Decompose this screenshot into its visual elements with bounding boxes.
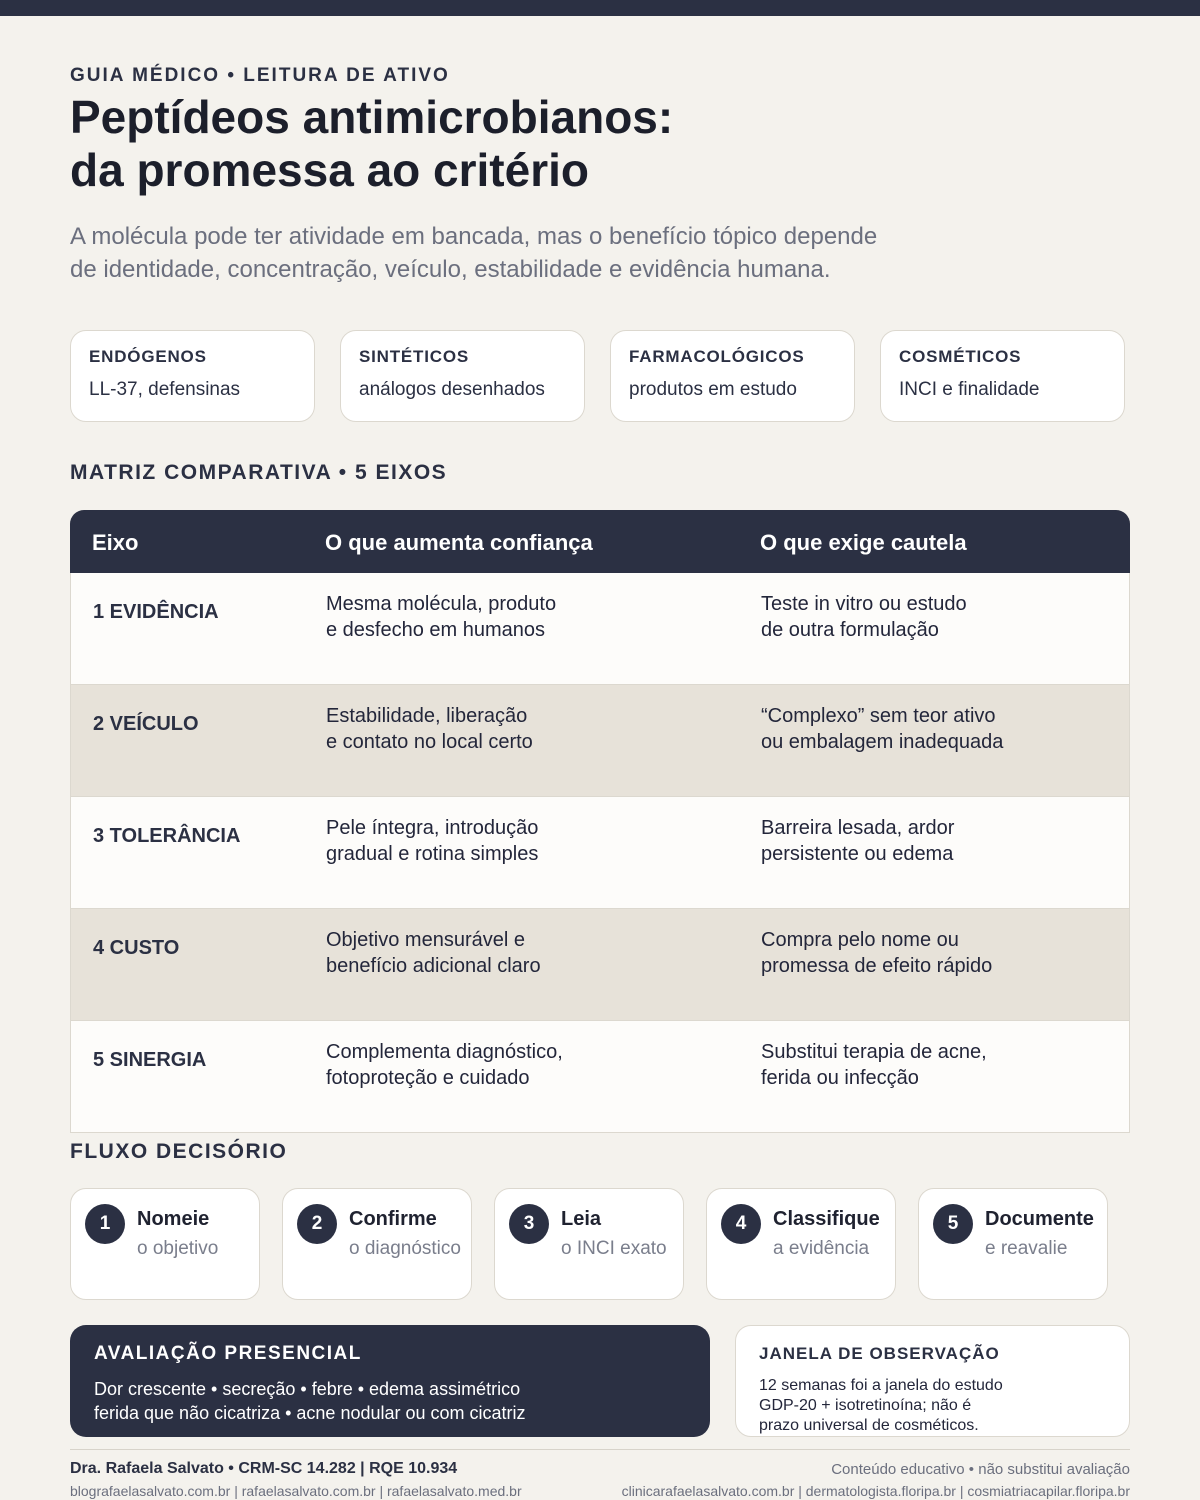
cell-line: benefício adicional claro bbox=[326, 955, 541, 977]
alert-title: AVALIAÇÃO PRESENCIAL bbox=[94, 1343, 362, 1364]
step-title: Documente bbox=[985, 1208, 1094, 1230]
window-text bbox=[759, 1376, 1059, 1436]
category-title: SINTÉTICOS bbox=[359, 347, 470, 366]
step-subtitle: o INCI exato bbox=[561, 1238, 667, 1259]
table-row bbox=[70, 1021, 1130, 1133]
subtitle bbox=[70, 220, 970, 286]
row-axis: 4 CUSTO bbox=[93, 937, 180, 959]
window-line-3: prazo universal de cosméticos. bbox=[759, 1417, 979, 1434]
comparison-matrix bbox=[70, 510, 1130, 1133]
row-confidence bbox=[326, 815, 686, 867]
step-number: 1 bbox=[85, 1204, 125, 1244]
category-card-farmacologicos bbox=[610, 330, 855, 422]
category-card-cosmeticos bbox=[880, 330, 1125, 422]
cell-line: Mesma molécula, produto bbox=[326, 593, 557, 615]
cell-line: fotoproteção e cuidado bbox=[326, 1067, 530, 1089]
step-subtitle: e reavalie bbox=[985, 1238, 1068, 1259]
page-title bbox=[70, 91, 673, 197]
header-caution: O que exige cautela bbox=[760, 530, 967, 555]
window-title: JANELA DE OBSERVAÇÃO bbox=[759, 1344, 1000, 1363]
step-title: Nomeie bbox=[137, 1208, 210, 1230]
row-caution bbox=[761, 815, 1121, 867]
in-person-evaluation-box bbox=[70, 1325, 710, 1437]
step-title: Classifique bbox=[773, 1208, 880, 1230]
flow-step-1 bbox=[70, 1188, 260, 1300]
flow-label: FLUXO DECISÓRIO bbox=[70, 1140, 288, 1163]
cell-line: promessa de efeito rápido bbox=[761, 955, 993, 977]
kicker: GUIA MÉDICO • LEITURA DE ATIVO bbox=[70, 65, 450, 86]
matrix-header bbox=[70, 510, 1130, 573]
window-line-1: 12 semanas foi a janela do estudo bbox=[759, 1377, 1003, 1394]
row-confidence bbox=[326, 1039, 686, 1091]
step-subtitle: a evidência bbox=[773, 1238, 870, 1259]
row-caution bbox=[761, 927, 1121, 979]
row-confidence bbox=[326, 703, 686, 755]
flow-step-2 bbox=[282, 1188, 472, 1300]
observation-window-box bbox=[735, 1325, 1130, 1437]
category-card-endogenos bbox=[70, 330, 315, 422]
alert-line-2: ferida que não cicatriza • acne nodular ou com cicatriz bbox=[94, 1403, 526, 1423]
cell-line: Complementa diagnóstico, bbox=[326, 1041, 563, 1063]
title-line-2: da promessa ao critério bbox=[70, 144, 589, 196]
row-axis: 2 VEÍCULO bbox=[93, 713, 199, 735]
row-axis: 1 EVIDÊNCIA bbox=[93, 601, 219, 623]
step-number: 4 bbox=[721, 1204, 761, 1244]
cell-line: Objetivo mensurável e bbox=[326, 929, 525, 951]
cell-line: Teste in vitro ou estudo bbox=[761, 593, 967, 615]
title-line-1: Peptídeos antimicrobianos: bbox=[70, 91, 674, 143]
row-axis: 5 SINERGIA bbox=[93, 1049, 207, 1071]
cell-line: Compra pelo nome ou bbox=[761, 929, 959, 951]
subtitle-line-1: A molécula pode ter atividade em bancada, mas o benefício tópico depende bbox=[70, 223, 878, 250]
cell-line: persistente ou edema bbox=[761, 843, 954, 865]
table-row bbox=[70, 909, 1130, 1021]
alert-line-1: Dor crescente • secreção • febre • edema assimétrico bbox=[94, 1379, 521, 1399]
decision-flow bbox=[70, 1188, 1130, 1300]
row-caution bbox=[761, 703, 1121, 755]
table-row bbox=[70, 797, 1130, 909]
window-line-2: GDP-20 + isotretinoína; não é bbox=[759, 1397, 972, 1414]
cell-line: Pele íntegra, introdução bbox=[326, 817, 539, 839]
step-title: Leia bbox=[561, 1208, 602, 1230]
cell-line: e desfecho em humanos bbox=[326, 619, 546, 641]
header-confidence: O que aumenta confiança bbox=[325, 530, 593, 555]
cell-line: Estabilidade, liberação bbox=[326, 705, 528, 727]
category-title: FARMACOLÓGICOS bbox=[629, 347, 805, 366]
cell-line: Barreira lesada, ardor bbox=[761, 817, 955, 839]
flow-step-4 bbox=[706, 1188, 896, 1300]
row-caution bbox=[761, 1039, 1121, 1091]
footer-author: Dra. Rafaela Salvato • CRM-SC 14.282 | RQE 10.934 bbox=[70, 1460, 458, 1477]
flow-step-5 bbox=[918, 1188, 1108, 1300]
step-subtitle: o diagnóstico bbox=[349, 1238, 461, 1259]
category-text: produtos em estudo bbox=[629, 379, 797, 400]
row-confidence bbox=[326, 591, 686, 643]
category-card-sinteticos bbox=[340, 330, 585, 422]
alert-text bbox=[94, 1377, 686, 1425]
table-row bbox=[70, 573, 1130, 685]
cell-line: gradual e rotina simples bbox=[326, 843, 539, 865]
matrix-label: MATRIZ COMPARATIVA • 5 EIXOS bbox=[70, 461, 448, 484]
top-bar bbox=[0, 0, 1200, 16]
step-subtitle: o objetivo bbox=[137, 1238, 219, 1259]
row-caution bbox=[761, 591, 1121, 643]
flow-step-3 bbox=[494, 1188, 684, 1300]
category-text: INCI e finalidade bbox=[899, 379, 1040, 400]
cell-line: ou embalagem inadequada bbox=[761, 731, 1004, 753]
footer-note: Conteúdo educativo • não substitui avaliação bbox=[831, 1461, 1130, 1478]
footer-links-left: blografaelasalvato.com.br | rafaelasalvato.com.br | rafaelasalvato.med.br bbox=[70, 1483, 522, 1499]
cell-line: e contato no local certo bbox=[326, 731, 533, 753]
cell-line: “Complexo” sem teor ativo bbox=[761, 705, 996, 727]
footer-divider bbox=[70, 1449, 1130, 1450]
category-text: análogos desenhados bbox=[359, 379, 545, 400]
row-confidence bbox=[326, 927, 686, 979]
header-axis: Eixo bbox=[92, 530, 139, 555]
step-number: 3 bbox=[509, 1204, 549, 1244]
cell-line: ferida ou infecção bbox=[761, 1067, 919, 1089]
cell-line: Substitui terapia de acne, bbox=[761, 1041, 987, 1063]
category-title: ENDÓGENOS bbox=[89, 347, 207, 366]
step-title: Confirme bbox=[349, 1208, 437, 1230]
step-number: 2 bbox=[297, 1204, 337, 1244]
footer-links-right: clinicarafaelasalvato.com.br | dermatologista.floripa.br | cosmiatriacapilar.floripa.br bbox=[621, 1483, 1130, 1499]
category-cards bbox=[70, 330, 1130, 422]
step-number: 5 bbox=[933, 1204, 973, 1244]
table-row bbox=[70, 685, 1130, 797]
row-axis: 3 TOLERÂNCIA bbox=[93, 825, 241, 847]
subtitle-line-2: de identidade, concentração, veículo, estabilidade e evidência humana. bbox=[70, 256, 831, 283]
category-title: COSMÉTICOS bbox=[899, 347, 1022, 366]
cell-line: de outra formulação bbox=[761, 619, 939, 641]
category-text: LL-37, defensinas bbox=[89, 379, 241, 400]
